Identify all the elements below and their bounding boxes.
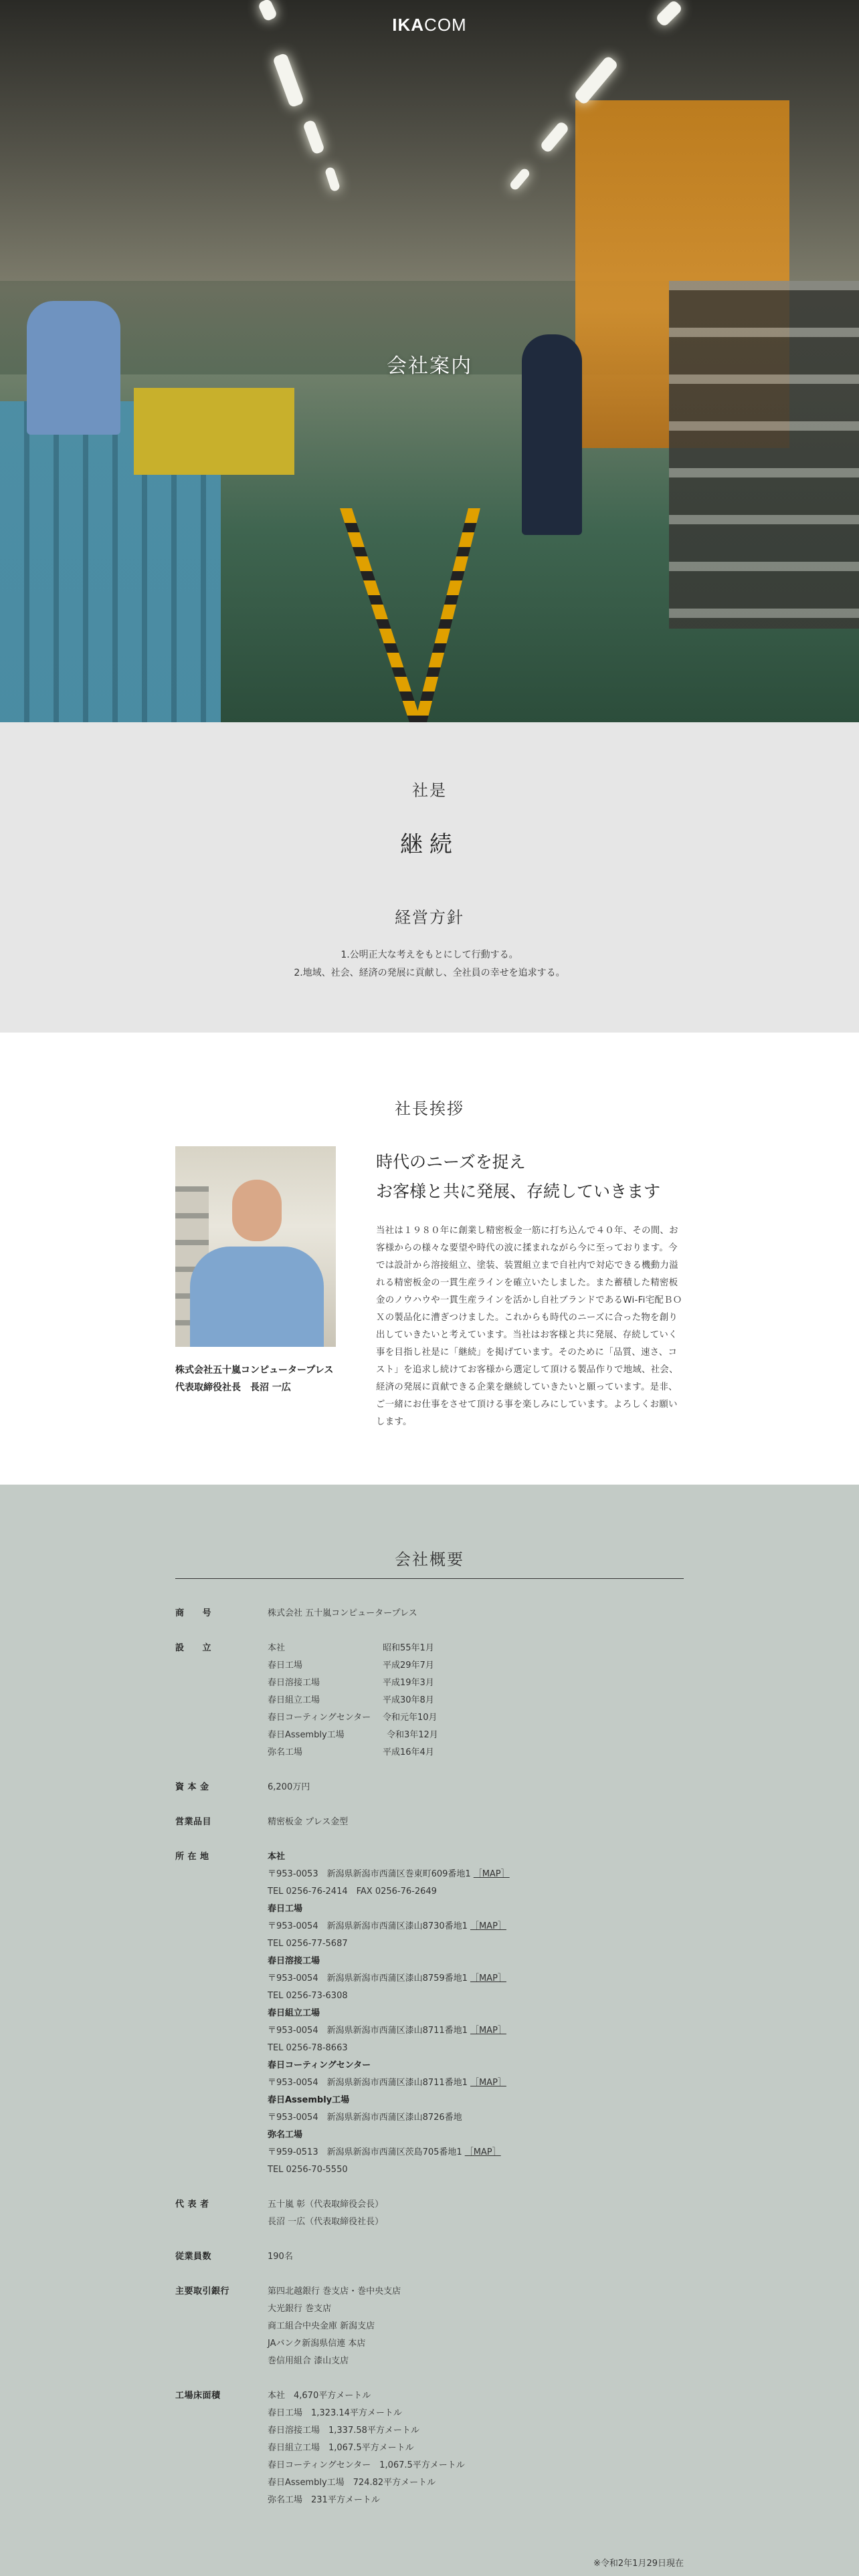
founded-name: 春日組立工場 [268, 1695, 320, 1705]
site-logo[interactable] [0, 15, 859, 35]
address-text: 〒953-0054 新潟県新潟市西蒲区漆山8730番地1 [268, 1921, 468, 1931]
motto-label: 社是 [412, 781, 447, 800]
headline-line: お客様と共に発展、存続していきます [376, 1182, 661, 1201]
yellow-bins [134, 388, 294, 475]
policy-item: 2.地域、社会、経済の発展に貢献し、全社員の幸せを追求する。 [294, 968, 565, 978]
founded-date: 令和元年10月 [383, 1713, 438, 1723]
location-name: 本社 [268, 1852, 286, 1862]
founded-item [268, 1727, 684, 1744]
area-item: 本社 4,670平方メートル [268, 2391, 371, 2401]
policy-title: 経営方針 [395, 908, 464, 927]
greeting-body: 当社は１９８０年に創業し精密板金一筋に打ち込んで４０年、その間、お客様からの様々な要望や時代の波に揉まれながら今に至っております。今では設計から溶接組立、塗装、装置組立まで自社内で対応できる機動力溢れる精密板金の一貫生産ラインを確立いたしました。また蓄積した精密板金のノウハウや一貫生産ラインを活かし自社ブランドであるWi-Fi宅配ＢＯＸの製品化に漕ぎつけました。これからも時代のニーズに合った物を創り出していきたいと考えています。当社はお客様と共に発展、存続していく事を目指し社是に「継続」を掲げています。そのために「品質、速さ、コスト」を追求し続けてお客様から選定して頂ける製品作りで地域、社会、経済の発展に貢献できる企業を継続していきたいと願っています。是非、ご一緒にお仕事をさせて頂ける事を楽しみにしています。よろしくお願いします。 [376, 1226, 682, 1427]
page-title: 会社案内 [387, 354, 472, 378]
president-photo [175, 1146, 336, 1347]
founded-date: 平成16年4月 [383, 1747, 434, 1757]
row-floor-area [175, 2387, 684, 2509]
greeting-title: 社長挨拶 [395, 1099, 464, 1118]
founded-item [268, 1657, 684, 1675]
caption-name: 代表取締役社長 長沼 一広 [175, 1382, 291, 1393]
founded-item [268, 1744, 684, 1761]
logo-bold-text: IKA [392, 15, 425, 35]
row-business [175, 1814, 684, 1831]
greeting-headline [376, 1148, 660, 1206]
row-value [268, 1848, 684, 2179]
row-value [268, 2196, 684, 2231]
row-key: 従業員数 [175, 2252, 212, 2262]
row-key: 工場床面積 [175, 2391, 221, 2401]
policy-item: 1.公明正大な考えをもとにして行動する。 [341, 950, 518, 960]
area-item: 春日コーティングセンター 1,067.5平方メートル [268, 2460, 465, 2470]
row-key: 所 在 地 [175, 1852, 209, 1862]
founded-date: 平成30年8月 [383, 1695, 434, 1705]
founded-date: 昭和55年1月 [383, 1643, 434, 1653]
headline-line: 時代のニーズを捉え [376, 1152, 526, 1172]
logo-text: COM [424, 15, 467, 35]
bank-item: 巻信用組合 漆山支店 [268, 2356, 349, 2366]
founded-name: 弥名工場 [268, 1747, 303, 1757]
location-address: 〒953-0054 新潟県新潟市西蒲区漆山8726番地 [268, 2113, 462, 2123]
row-key: 主要取引銀行 [175, 2286, 230, 2296]
as-of-note: ※令和2年1月29日現在 [593, 2559, 684, 2569]
overview-title: 会社概要 [395, 1550, 464, 1569]
row-value [268, 2283, 684, 2370]
area-item: 春日工場 1,323.14平方メートル [268, 2408, 402, 2418]
address-text: 〒953-0054 新潟県新潟市西蒲区漆山8711番地1 [268, 2026, 468, 2036]
map-link[interactable]: ［MAP］ [473, 1869, 510, 1879]
row-banks [175, 2283, 684, 2370]
overview-divider [175, 1578, 684, 1579]
founded-name: 本社 [268, 1643, 286, 1653]
area-item: 春日Assembly工場 724.82平方メートル [268, 2478, 436, 2488]
bank-item: 大光銀行 巻支店 [268, 2304, 332, 2314]
row-value: 株式会社 五十嵐コンピュータープレス [268, 1608, 417, 1618]
area-item: 弥名工場 231平方メートル [268, 2495, 380, 2505]
founded-date: 平成19年3月 [383, 1678, 434, 1688]
row-representative [175, 2196, 684, 2231]
location-address [268, 2074, 684, 2092]
address-text: 〒953-0053 新潟県新潟市西蒲区巻東町609番地1 [268, 1869, 471, 1879]
row-capital [175, 1779, 684, 1796]
hero-section [0, 0, 859, 722]
founded-name: 春日工場 [268, 1660, 303, 1671]
founded-date: 令和3年12月 [387, 1730, 438, 1740]
address-text: 〒953-0054 新潟県新潟市西蒲区漆山8711番地1 [268, 2078, 468, 2088]
location-address [268, 1970, 684, 1988]
location-address [268, 2022, 684, 2040]
row-value: 精密板金 プレス金型 [268, 1817, 349, 1827]
location-name: 春日溶接工場 [268, 1956, 320, 1966]
location-name: 春日Assembly工場 [268, 2095, 350, 2105]
location-tel: TEL 0256-76-2414 FAX 0256-76-2649 [268, 1887, 437, 1897]
overview-table [175, 1605, 684, 2527]
founded-item [268, 1675, 684, 1692]
row-key: 資 本 金 [175, 1782, 209, 1792]
photo-body [190, 1247, 324, 1347]
location-name: 春日コーティングセンター [268, 2060, 371, 2070]
address-text: 〒959-0513 新潟県新潟市西蒲区茨島705番地1 [268, 2147, 462, 2157]
location-name: 春日工場 [268, 1904, 303, 1914]
location-name: 弥名工場 [268, 2130, 303, 2140]
bank-item: 第四北越銀行 巻支店・巻中央支店 [268, 2286, 401, 2296]
location-tel: TEL 0256-73-6308 [268, 1991, 348, 2001]
address-text: 〒953-0054 新潟県新潟市西蒲区漆山8759番地1 [268, 1973, 468, 1983]
map-link[interactable]: ［MAP］ [470, 2026, 506, 2036]
photo-head [232, 1180, 282, 1241]
founded-item [268, 1692, 684, 1709]
founded-item [268, 1640, 684, 1657]
representative-item: 五十嵐 彰（代表取締役会長） [268, 2199, 384, 2210]
map-link[interactable]: ［MAP］ [470, 1921, 506, 1931]
founded-name: 春日コーティングセンター [268, 1713, 371, 1723]
map-link[interactable]: ［MAP］ [470, 1973, 506, 1983]
location-tel: TEL 0256-70-5550 [268, 2165, 348, 2175]
area-item: 春日組立工場 1,067.5平方メートル [268, 2443, 414, 2453]
founded-name: 春日溶接工場 [268, 1678, 320, 1688]
caption-company: 株式会社五十嵐コンピュータープレス [175, 1365, 334, 1376]
location-name: 春日組立工場 [268, 2008, 320, 2018]
row-founded [175, 1640, 684, 1761]
steel-rack [669, 281, 859, 629]
row-key: 設 立 [175, 1643, 212, 1653]
founded-name: 春日Assembly工場 [268, 1730, 345, 1740]
representative-item: 長沼 一広（代表取締役社長） [268, 2217, 384, 2227]
row-key: 代 表 者 [175, 2199, 209, 2210]
row-key: 商 号 [175, 1608, 212, 1618]
map-link[interactable]: ［MAP］ [464, 2147, 501, 2157]
policy-list [0, 946, 859, 982]
row-trade-name [175, 1605, 684, 1622]
area-item: 春日溶接工場 1,337.58平方メートル [268, 2426, 419, 2436]
row-employees [175, 2248, 684, 2266]
motto-value: 継続 [400, 831, 459, 858]
row-value: 190名 [268, 2252, 293, 2262]
map-link[interactable]: ［MAP］ [470, 2078, 506, 2088]
greeting-section [0, 1033, 859, 1485]
location-address [268, 1866, 684, 1883]
location-tel: TEL 0256-78-8663 [268, 2043, 348, 2053]
row-value [268, 1640, 684, 1761]
founded-item [268, 1709, 684, 1727]
location-address [268, 2144, 684, 2161]
founded-date: 平成29年7月 [383, 1660, 434, 1671]
row-location [175, 1848, 684, 2179]
motto-section [0, 722, 859, 1033]
bank-item: 商工組合中央金庫 新潟支店 [268, 2321, 375, 2331]
overview-section [0, 1485, 859, 2576]
row-value [268, 2387, 684, 2509]
row-value: 6,200万円 [268, 1782, 310, 1792]
president-caption [175, 1362, 333, 1396]
row-key: 営業品目 [175, 1817, 212, 1827]
location-tel: TEL 0256-77-5687 [268, 1939, 348, 1949]
bank-item: JAバンク新潟県信連 本店 [268, 2339, 366, 2349]
location-address [268, 1918, 684, 1935]
